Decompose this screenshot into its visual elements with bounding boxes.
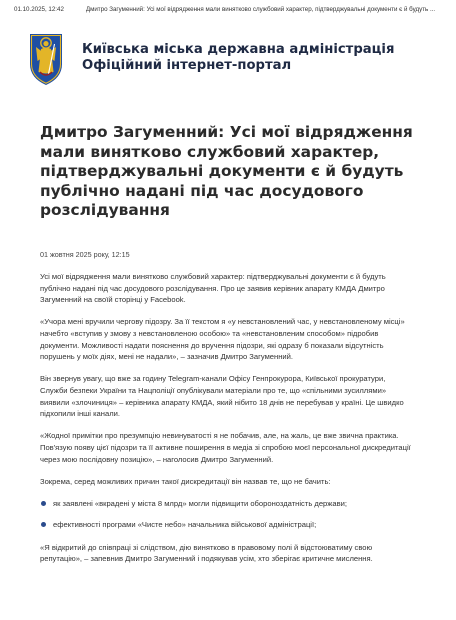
article-title: Дмитро Загуменний: Усі мої відрядження мали винятково службовий характер, підтверджувальні документи є й будуть публічно надані під час досудового розслідування <box>40 123 413 219</box>
article-paragraph: «Жодної примітки про презумпцію невинуватості я не побачив, але, на жаль, це вже звична практика. Пов'язую появу цієї підозри та її активне поширення в медіа зі спробою моєї персональної дискредитації через мою послідовну позицію», – наголосив Дмитро Загуменний. <box>40 431 411 464</box>
kyiv-coat-of-arms-icon[interactable] <box>28 30 64 86</box>
print-timestamp: 01.10.2025, 12:42 <box>14 5 64 13</box>
site-header <box>28 30 438 88</box>
article-paragraph: Зокрема, серед можливих причин такої дискредитації він назвав те, що не бачить: <box>40 476 331 486</box>
article-bullet-list <box>40 498 412 531</box>
article-date: 01 жовтня 2025 року, 12:15 <box>40 250 130 259</box>
article-paragraph: «Я відкритий до співпраці зі слідством, дію винятково в правовому полі й відстоюватиму свою репутацію», – запевнив Дмитро Загуменний і подякував усім, хто зберігає критичне мислення. <box>40 542 373 564</box>
site-name-secondary: Офіційний інтернет-портал <box>82 58 292 73</box>
site-name-primary: Київська міська державна адміністрація <box>82 42 395 57</box>
print-page-title: Дмитро Загуменний: Усі мої відрядження мали винятково службовий характер, підтверджувальні документи є й будуть ... <box>85 5 436 13</box>
site-name-block[interactable] <box>82 42 394 74</box>
bullet-item: як заявлені «вкрадені у міста 8 млрд» могли підвищити обороноздатність держави; <box>40 498 412 510</box>
article-paragraph: Він звернув увагу, що вже за годину Telegram-канали Офісу Генпрокурора, Київської прокуратури, Служби безпеки України та Нацполіції опублікували матеріали про те, що «спільними зусиллями» виявили «злочиниця» – керівника апарату КМДА, який нібито 18 днів не перебував у країні. Це швидко підхопили інші канали. <box>40 374 404 419</box>
article-paragraph: Усі мої відрядження мали винятково службовий характер: підтверджувальні документи є й будуть публічно надані під час досудового розслідування. Про це заявив керівник апарату КМДА Дмитро Загуменний на своїй сторінці у Facebook. <box>40 272 386 305</box>
article-paragraph: «Учора мені вручили чергову підозру. За її текстом я «у невстановлений час, у невстановленому місці» начебто «вступив у змову з невстановленою особою» та «невстановленим способом» підробив документи. Можливості надати пояснення до вручення підозри, які одразу б показали відсутність порушень у моїх діях, мені не надали», – зазначив Дмитро Загуменний. <box>40 317 405 362</box>
browser-print-header <box>0 0 456 18</box>
bullet-item: ефективності програми «Чисте небо» начальника військової адміністрації; <box>40 519 412 531</box>
article-body <box>40 271 412 575</box>
